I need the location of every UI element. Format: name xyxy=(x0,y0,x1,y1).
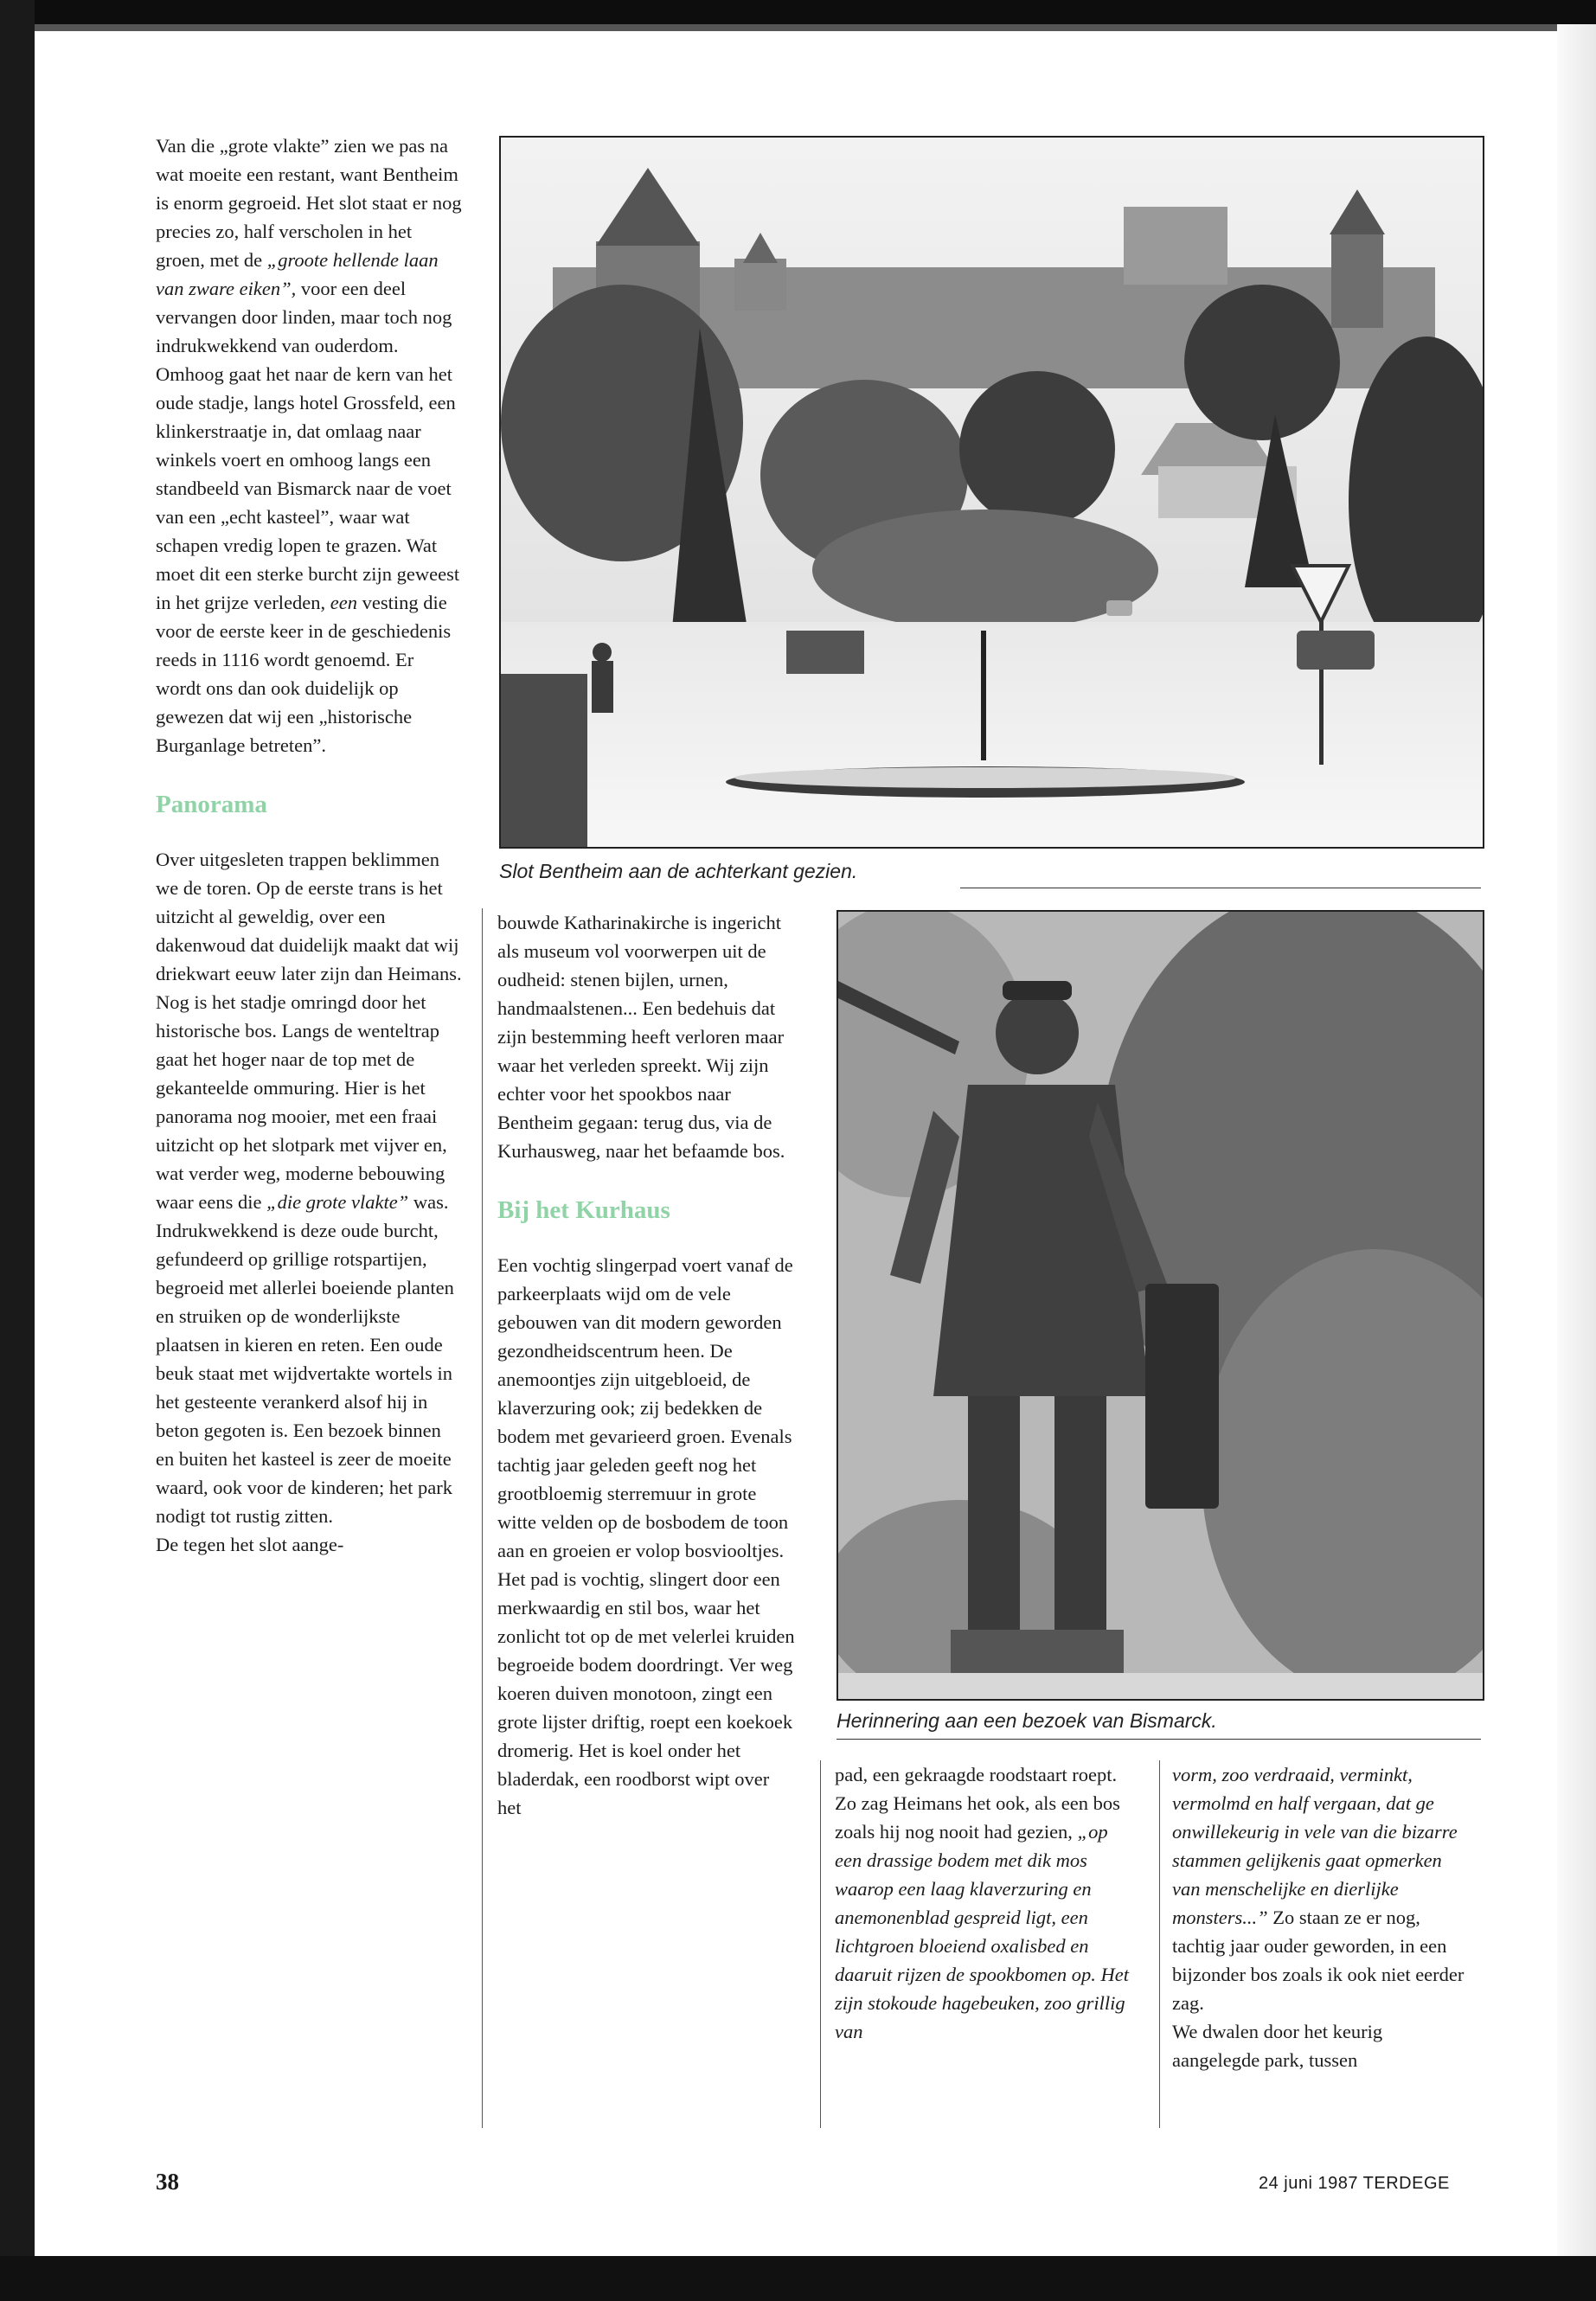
paragraph: Van die „grote vlakte” zien we pas na wat moeite een restant, want Bentheim is enorm gegroeid. Het slot staat er nog precies zo, half verscholen in het groen, met de „groote hellende laan van zware eiken”, voor een deel vervangen door linden, maar toch nog indrukwekkend van ouderdom. xyxy=(156,135,462,356)
column-rule xyxy=(820,1760,821,2128)
paragraph: De tegen het slot aange- xyxy=(156,1534,344,1555)
page-number: 38 xyxy=(156,2169,179,2195)
scan-border-top-inner xyxy=(35,24,1596,31)
castle-illustration xyxy=(501,138,1483,847)
section-heading-kurhaus: Bij het Kurhaus xyxy=(497,1196,670,1224)
photo2-caption: Herinnering aan een bezoek van Bismarck. xyxy=(836,1709,1217,1732)
photo1-caption: Slot Bentheim aan de achterkant gezien. xyxy=(499,860,858,882)
paragraph: Omhoog gaat het naar de kern van het oude stadje, langs hotel Grossfeld, een klinkerstraatje in, dat omlaag naar winkels voert en omhoog langs een standbeeld van Bismarck naar de voet van een „echt kasteel”, waar wat schapen vredig lopen te grazen. Wat moet dit een sterke burcht zijn geweest in het grijze verleden, een vesting die voor de eerste keer in de geschiedenis reeds in 1116 wordt genoemd. Er wordt ons dan ook duidelijk op gewezen dat wij een „historische Burganlage betreten”. xyxy=(156,363,460,756)
scan-border-bottom xyxy=(0,2256,1596,2301)
text-column-4 xyxy=(1172,1760,1466,2074)
paragraph: vorm, zoo verdraaid, verminkt, vermolmd en half vergaan, dat ge onwillekeurig in vele van die bizarre stammen gelijkenis gaat opmerken van menschelijke en dierlijke monsters...” Zo staan ze er nog, tachtig jaar ouder geworden, in een bijzonder bos zoals ik ook niet eerder zag. xyxy=(1172,1764,1465,2014)
scan-border-top xyxy=(0,0,1596,24)
paragraph: Zo zag Heimans het ook, als een bos zoals hij nog nooit had gezien, „op een drassige bodem met dik mos waarop een laag klaverzuring en anemonenblad gespreid ligt, een lichtgroen bloeiend oxalisbed en daaruit rijzen de spookbomen op. Het zijn stokoude hagebeuken, zoo grillig van xyxy=(835,1792,1129,2042)
paragraph: bouwde Katharinakirche is ingericht als museum vol voorwerpen uit de oudheid: stenen bijlen, urnen, handmaalstenen... Een bedehuis dat zijn bestemming heeft verloren maar waar het verleden spreekt. Wij zijn echter voor het spookbos naar Bentheim gegaan: terug dus, via de Kurhausweg, naar het befaamde bos. xyxy=(497,912,785,1162)
paragraph: Een vochtig slingerpad voert vanaf de parkeerplaats wijd om de vele gebouwen van dit modern geworden gezondheidscentrum heen. De anemoontjes zijn uitgebloeid, de klaverzuring ook; zij bedekken de bodem met gevarieerd groen. Evenals tachtig jaar geleden geeft nog het grootbloemig sterremuur in grote witte velden op de bosbodem de toon aan en groeien er volop bosviooltjes. xyxy=(497,1254,793,1561)
text-column-2 xyxy=(497,908,796,1822)
caption-rule xyxy=(836,1739,1481,1740)
scan-shadow-right xyxy=(1557,24,1596,2256)
scan-border-left xyxy=(0,0,35,2301)
text-column-3 xyxy=(835,1760,1129,2046)
photo-bismarck-statue xyxy=(836,910,1484,1701)
paragraph: pad, een gekraagde roodstaart roept. xyxy=(835,1764,1118,1785)
paragraph: Indrukwekkend is deze oude burcht, gefundeerd op grillige rotspartijen, begroeid met allerlei boeiende planten en struiken op de wonderlijkste plaatsen in kieren en reten. Een oude beuk staat met wijdvertakte wortels in het gesteente verankerd alsof hij in beton gegoten is. Een bezoek binnen en buiten het kasteel is zeer de moeite waard, ook voor de kinderen; het park nodigt tot rustig zitten. xyxy=(156,1220,454,1527)
section-heading-panorama: Panorama xyxy=(156,791,267,818)
column-rule xyxy=(1159,1760,1160,2128)
column-rule xyxy=(482,908,483,2128)
statue-illustration xyxy=(838,912,1483,1699)
photo-castle-bentheim xyxy=(499,136,1484,849)
issue-footer: 24 juni 1987 TERDEGE xyxy=(1259,2174,1450,2193)
paragraph: Over uitgesleten trappen beklimmen we de toren. Op de eerste trans is het uitzicht al geweldig, over een dakenwoud dat duidelijk maakt dat wij driekwart eeuw later zijn dan Heimans. Nog is het stadje omringd door het historische bos. Langs de wenteltrap gaat het hoger naar de top met de gekanteelde ommuring. Hier is het panorama nog mooier, met een fraai uitzicht op het slotpark met vijver en, wat verder weg, moderne bebouwing waar eens die „die grote vlakte” was. xyxy=(156,849,462,1213)
paragraph: Het pad is vochtig, slingert door een merkwaardig en stil bos, waar het zonlicht tot op de met velerlei kruiden begroeide bodem doordringt. Ver weg koeren duiven monotoon, zingt een grote lijster driftig, roept een koekoek dromerig. Het is koel onder het bladerdak, een roodborst wipt over het xyxy=(497,1568,795,1818)
paragraph: We dwalen door het keurig aangelegde park, tussen xyxy=(1172,2021,1383,2071)
text-column-1 xyxy=(156,131,463,1559)
